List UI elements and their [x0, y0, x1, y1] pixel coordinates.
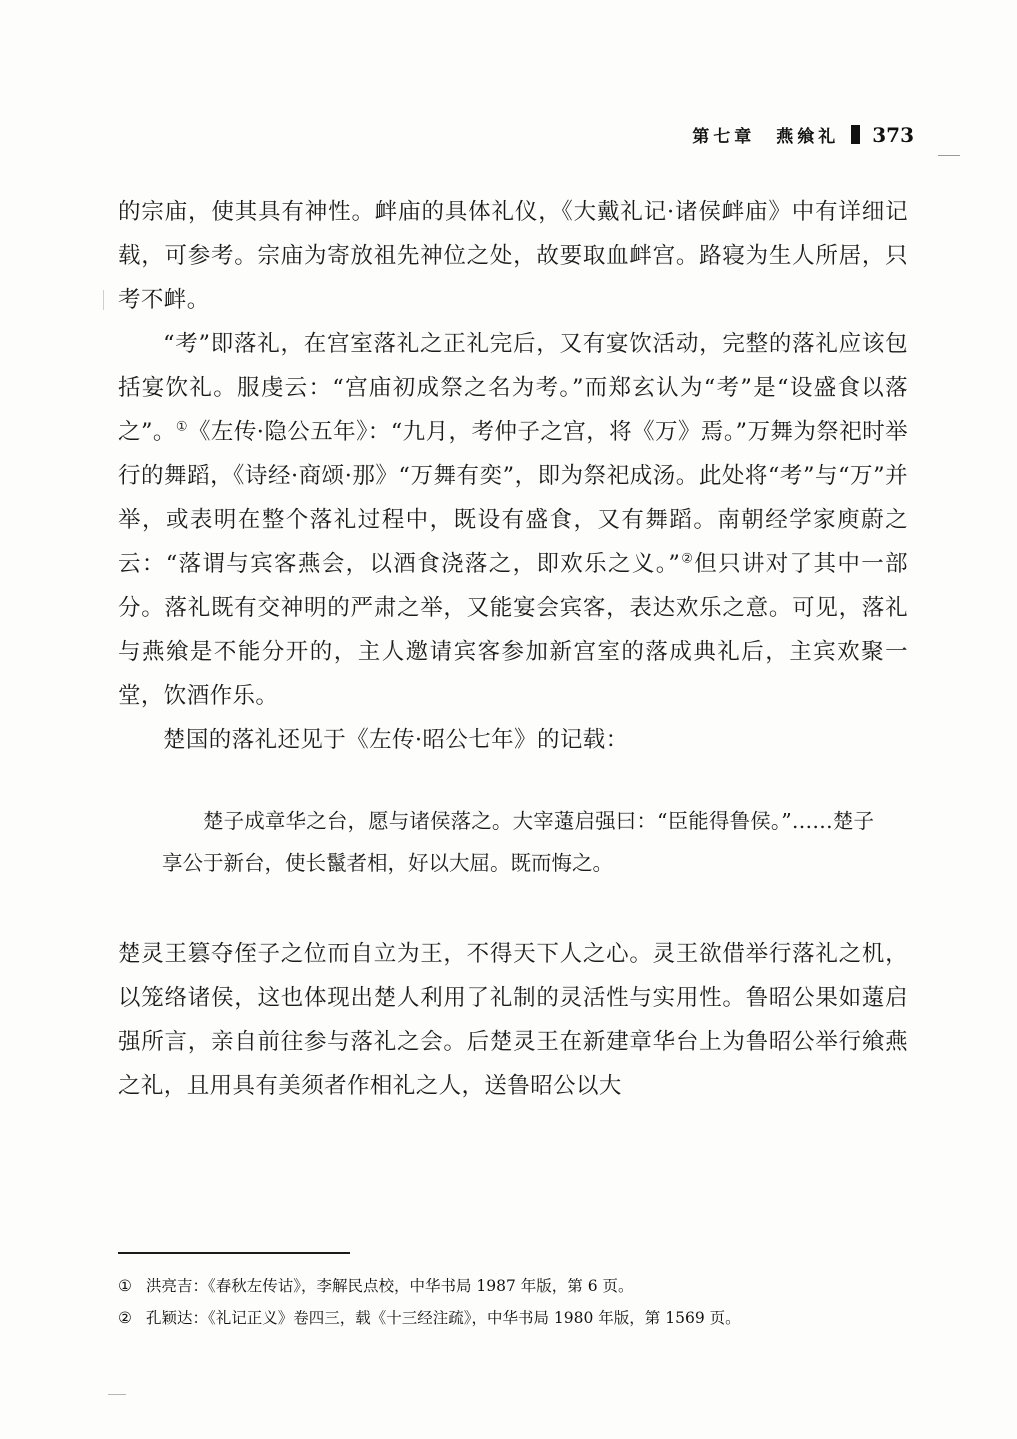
- margin-tick: [103, 290, 104, 310]
- footnote-text: 洪亮吉：《春秋左传诂》，李解民点校，中华书局 1987 年版，第 6 页。: [146, 1277, 634, 1295]
- body-text: [118, 190, 908, 1108]
- paragraph-3: 楚国的落礼还见于《左传·昭公七年》的记载：: [163, 727, 629, 753]
- footnote-marker: ①: [118, 1277, 132, 1295]
- footnote-list: [118, 1270, 918, 1334]
- footnote-ref-1[interactable]: ①: [175, 419, 188, 435]
- footnote-divider: [118, 1252, 350, 1254]
- paragraph-2-part1: “考”即落礼，在宫室落礼之正礼完后，又有宴饮活动，完整的落礼应该包括宴饮礼。服虔云：“宫庙初成祭之名为考。”而郑玄认为“考”是“设盛食以落之”。: [118, 331, 908, 445]
- block-quote: [118, 800, 908, 884]
- footnote-ref-2[interactable]: ②: [680, 551, 695, 567]
- spacer: [118, 918, 908, 932]
- header-marker-icon: [851, 125, 860, 144]
- paragraph-2-part2: 《左传·隐公五年》：“九月，考仲子之宫，将《万》焉。”万舞为祭祀时举行的舞蹈，《诗经·商颂·那》“万舞有奕”，即为祭祀成汤。此处将“考”与“万”并举，或表明在整个落礼过程中，既设有盛食，又有舞蹈。南朝经学家庾蔚之云：“落谓与宾客燕会，以酒食浇落之，即欢乐之义。”: [118, 419, 909, 577]
- block-quote-line: 楚子成章华之台，愿与诸侯落之。大宰薳启强曰：“臣能得鲁侯。”……楚子享公于新台，使长鬣者相，好以大屈。既而悔之。: [162, 809, 874, 875]
- margin-tick: [938, 155, 960, 156]
- page-number: 373: [872, 122, 914, 147]
- footnote-item: [118, 1302, 918, 1334]
- paragraph-4: 楚灵王篡夺侄子之位而自立为王，不得天下人之心。灵王欲借举行落礼之机，以笼络诸侯，这也体现出楚人利用了礼制的灵活性与实用性。鲁昭公果如薳启强所言，亲自前往参与落礼之会。后楚灵王在新建章华台上为鲁昭公举行飨燕之礼，且用具有美须者作相礼之人，送鲁昭公以大: [118, 941, 908, 1099]
- chapter-title: 第七章 燕飨礼: [692, 127, 840, 147]
- footnote-text: 孔颖达：《礼记正义》卷四三，载《十三经注疏》，中华书局 1980 年版，第 1569 页。: [146, 1309, 741, 1327]
- footnote-marker: ②: [118, 1309, 132, 1327]
- margin-tick: [108, 1394, 126, 1395]
- page-header: [692, 122, 914, 147]
- paragraph-2-part3: 但只讲对了其中一部分。落礼既有交神明的严肃之举，又能宴会宾客，表达欢乐之意。可见，落礼与燕飨是不能分开的，主人邀请宾客参加新宫室的落成典礼后，主宾欢聚一堂，饮酒作乐。: [118, 551, 908, 709]
- footnote-item: [118, 1270, 918, 1302]
- paragraph-1: 的宗庙，使其具有神性。衅庙的具体礼仪，《大戴礼记·诸侯衅庙》中有详细记载，可参考。宗庙为寄放祖先神位之处，故要取血衅宫。路寝为生人所居，只考不衅。: [118, 199, 908, 313]
- paragraph-2: [118, 322, 908, 718]
